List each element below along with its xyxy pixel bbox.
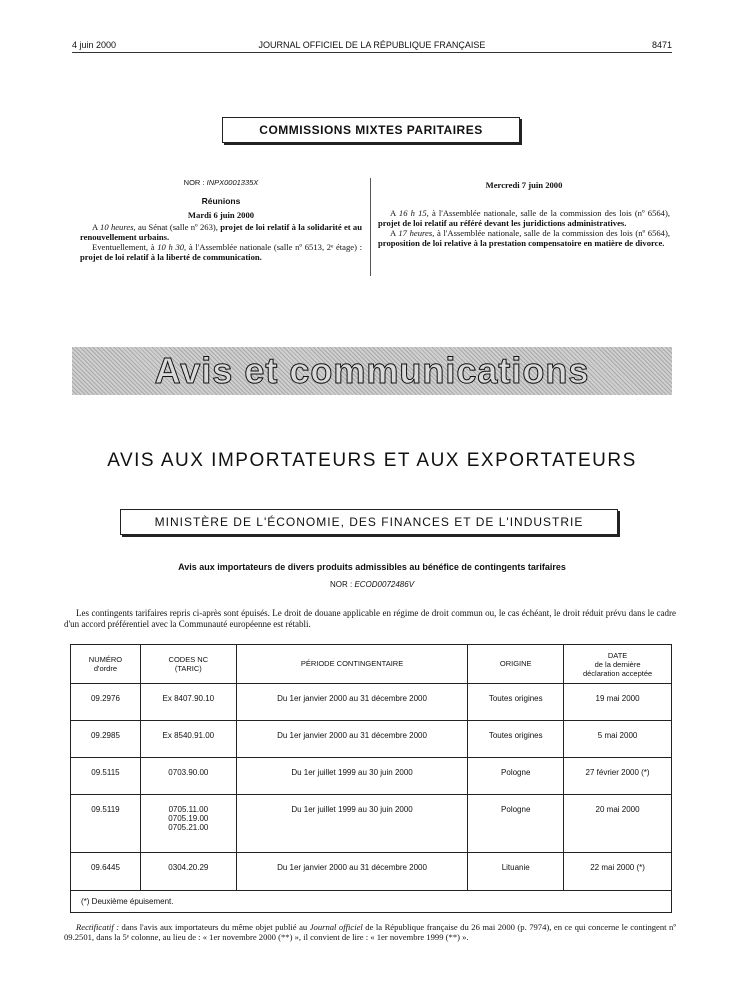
column-divider [370, 178, 371, 276]
cmp-right-paragraph-2: A 17 heures, à l'Assemblée nationale, salle de la commission des lois (nº 6564), proposition de loi relative à la prestation compensatoire en matière de divorce. [378, 228, 670, 248]
cell-date: 19 mai 2000 [564, 684, 672, 721]
cell-numero: 09.2985 [71, 721, 141, 758]
cmp-left-paragraph-2: Eventuellement, à 10 h 30, à l'Assemblée nationale (salle nº 6513, 2ᵉ étage) : projet de loi relatif à la liberté de communication. [80, 242, 362, 262]
page-number: 8471 [651, 40, 672, 50]
ministry-title: MINISTÈRE DE L'ÉCONOMIE, DES FINANCES ET DE L'INDUSTRIE [154, 515, 584, 529]
cell-periode: Du 1er janvier 2000 au 31 décembre 2000 [236, 721, 468, 758]
cell-date: 20 mai 2000 [564, 795, 672, 853]
cell-periode: Du 1er juillet 1999 au 30 juin 2000 [236, 795, 468, 853]
table-row [71, 684, 672, 721]
table-row [71, 721, 672, 758]
header-date: DATE de la dernière déclaration acceptée [564, 645, 672, 684]
cell-origine: Lituanie [468, 853, 564, 891]
cell-codes: Ex 8407.90.10 [140, 684, 236, 721]
cmp-right-paragraph-1: A 16 h 15, à l'Assemblée nationale, salle de la commission des lois (nº 6564), projet de loi relatif au référé devant les juridictions administratives. [378, 208, 670, 228]
table-header-row [71, 645, 672, 684]
cell-date: 27 février 2000 (*) [564, 758, 672, 795]
cell-periode: Du 1er janvier 2000 au 31 décembre 2000 [236, 684, 468, 721]
header-codes: CODES NC (TARIC) [140, 645, 236, 684]
cell-date: 22 mai 2000 (*) [564, 853, 672, 891]
cell-origine: Toutes origines [468, 721, 564, 758]
cell-codes: 0705.11.00 0705.19.00 0705.21.00 [140, 795, 236, 853]
cmp-title: COMMISSIONS MIXTES PARITAIRES [259, 123, 483, 137]
cell-codes: 0304.20.29 [140, 853, 236, 891]
cmp-left-paragraph-1: A 10 heures, au Sénat (salle nº 263), projet de loi relatif à la solidarité et au renouvellement urbains. [80, 222, 363, 242]
cell-periode: Du 1er janvier 2000 au 31 décembre 2000 [236, 853, 468, 891]
cell-numero: 09.5115 [71, 758, 141, 795]
banner-title: Avis et communications [154, 350, 590, 391]
header-origine: ORIGINE [468, 645, 564, 684]
cell-codes: Ex 8540.91.00 [140, 721, 236, 758]
table-footnote: (*) Deuxième épuisement. [71, 891, 672, 913]
cmp-nor: NOR : INPX0001335X [183, 178, 259, 187]
rectificatif: Rectificatif : dans l'avis aux importateurs du même objet publié au Journal officiel de la République française du 26 mai 2000 (p. 7974), en ce qui concerne le contingent nº 09.2501, dans la 5ᵉ colonne, au lieu de : « 1er novembre 2000 (**) », il convient de lire : « 1er novembre 1999 (**) ». [64, 922, 676, 942]
table-row [71, 758, 672, 795]
avis-title: Avis aux importateurs de divers produits admissibles au bénéfice de contingents tarifaires [178, 562, 566, 572]
table-row [71, 795, 672, 853]
header-journal: JOURNAL OFFICIEL DE LA RÉPUBLIQUE FRANÇAISE [258, 40, 486, 50]
table-footnote-row [71, 891, 672, 913]
cell-date: 5 mai 2000 [564, 721, 672, 758]
cmp-right-column [378, 180, 670, 248]
avis-nor: NOR : ECOD0072486V [329, 580, 415, 589]
cell-codes: 0703.90.00 [140, 758, 236, 795]
cmp-heading: Réunions [201, 196, 241, 206]
cell-numero: 09.2976 [71, 684, 141, 721]
cmp-title-box [222, 117, 520, 143]
cell-numero: 09.6445 [71, 853, 141, 891]
cell-periode: Du 1er juillet 1999 au 30 juin 2000 [236, 758, 468, 795]
avis-intro: Les contingents tarifaires repris ci-après sont épuisés. Le droit de douane applicable en régime de droit commun ou, le cas échéant, le droit réduit prévu dans le cadre d'un accord préférentiel avec la Communauté européenne est rétabli. [64, 608, 676, 629]
header-numero: NUMÉRO d'ordre [71, 645, 141, 684]
contingents-table [70, 644, 672, 913]
cell-origine: Toutes origines [468, 684, 564, 721]
header-periode: PÉRIODE CONTINGENTAIRE [236, 645, 468, 684]
cell-numero: 09.5119 [71, 795, 141, 853]
ministry-box [120, 509, 618, 535]
avis-banner [72, 347, 672, 395]
cmp-right-date: Mercredi 7 juin 2000 [485, 180, 563, 190]
header-rule [72, 52, 672, 53]
section-title: AVIS AUX IMPORTATEURS ET AUX EXPORTATEURS [107, 450, 637, 471]
cmp-left-date: Mardi 6 juin 2000 [187, 210, 255, 220]
cmp-left-column [80, 178, 362, 262]
cell-origine: Pologne [468, 795, 564, 853]
table-row [71, 853, 672, 891]
header-date: 4 juin 2000 [72, 40, 117, 50]
cell-origine: Pologne [468, 758, 564, 795]
